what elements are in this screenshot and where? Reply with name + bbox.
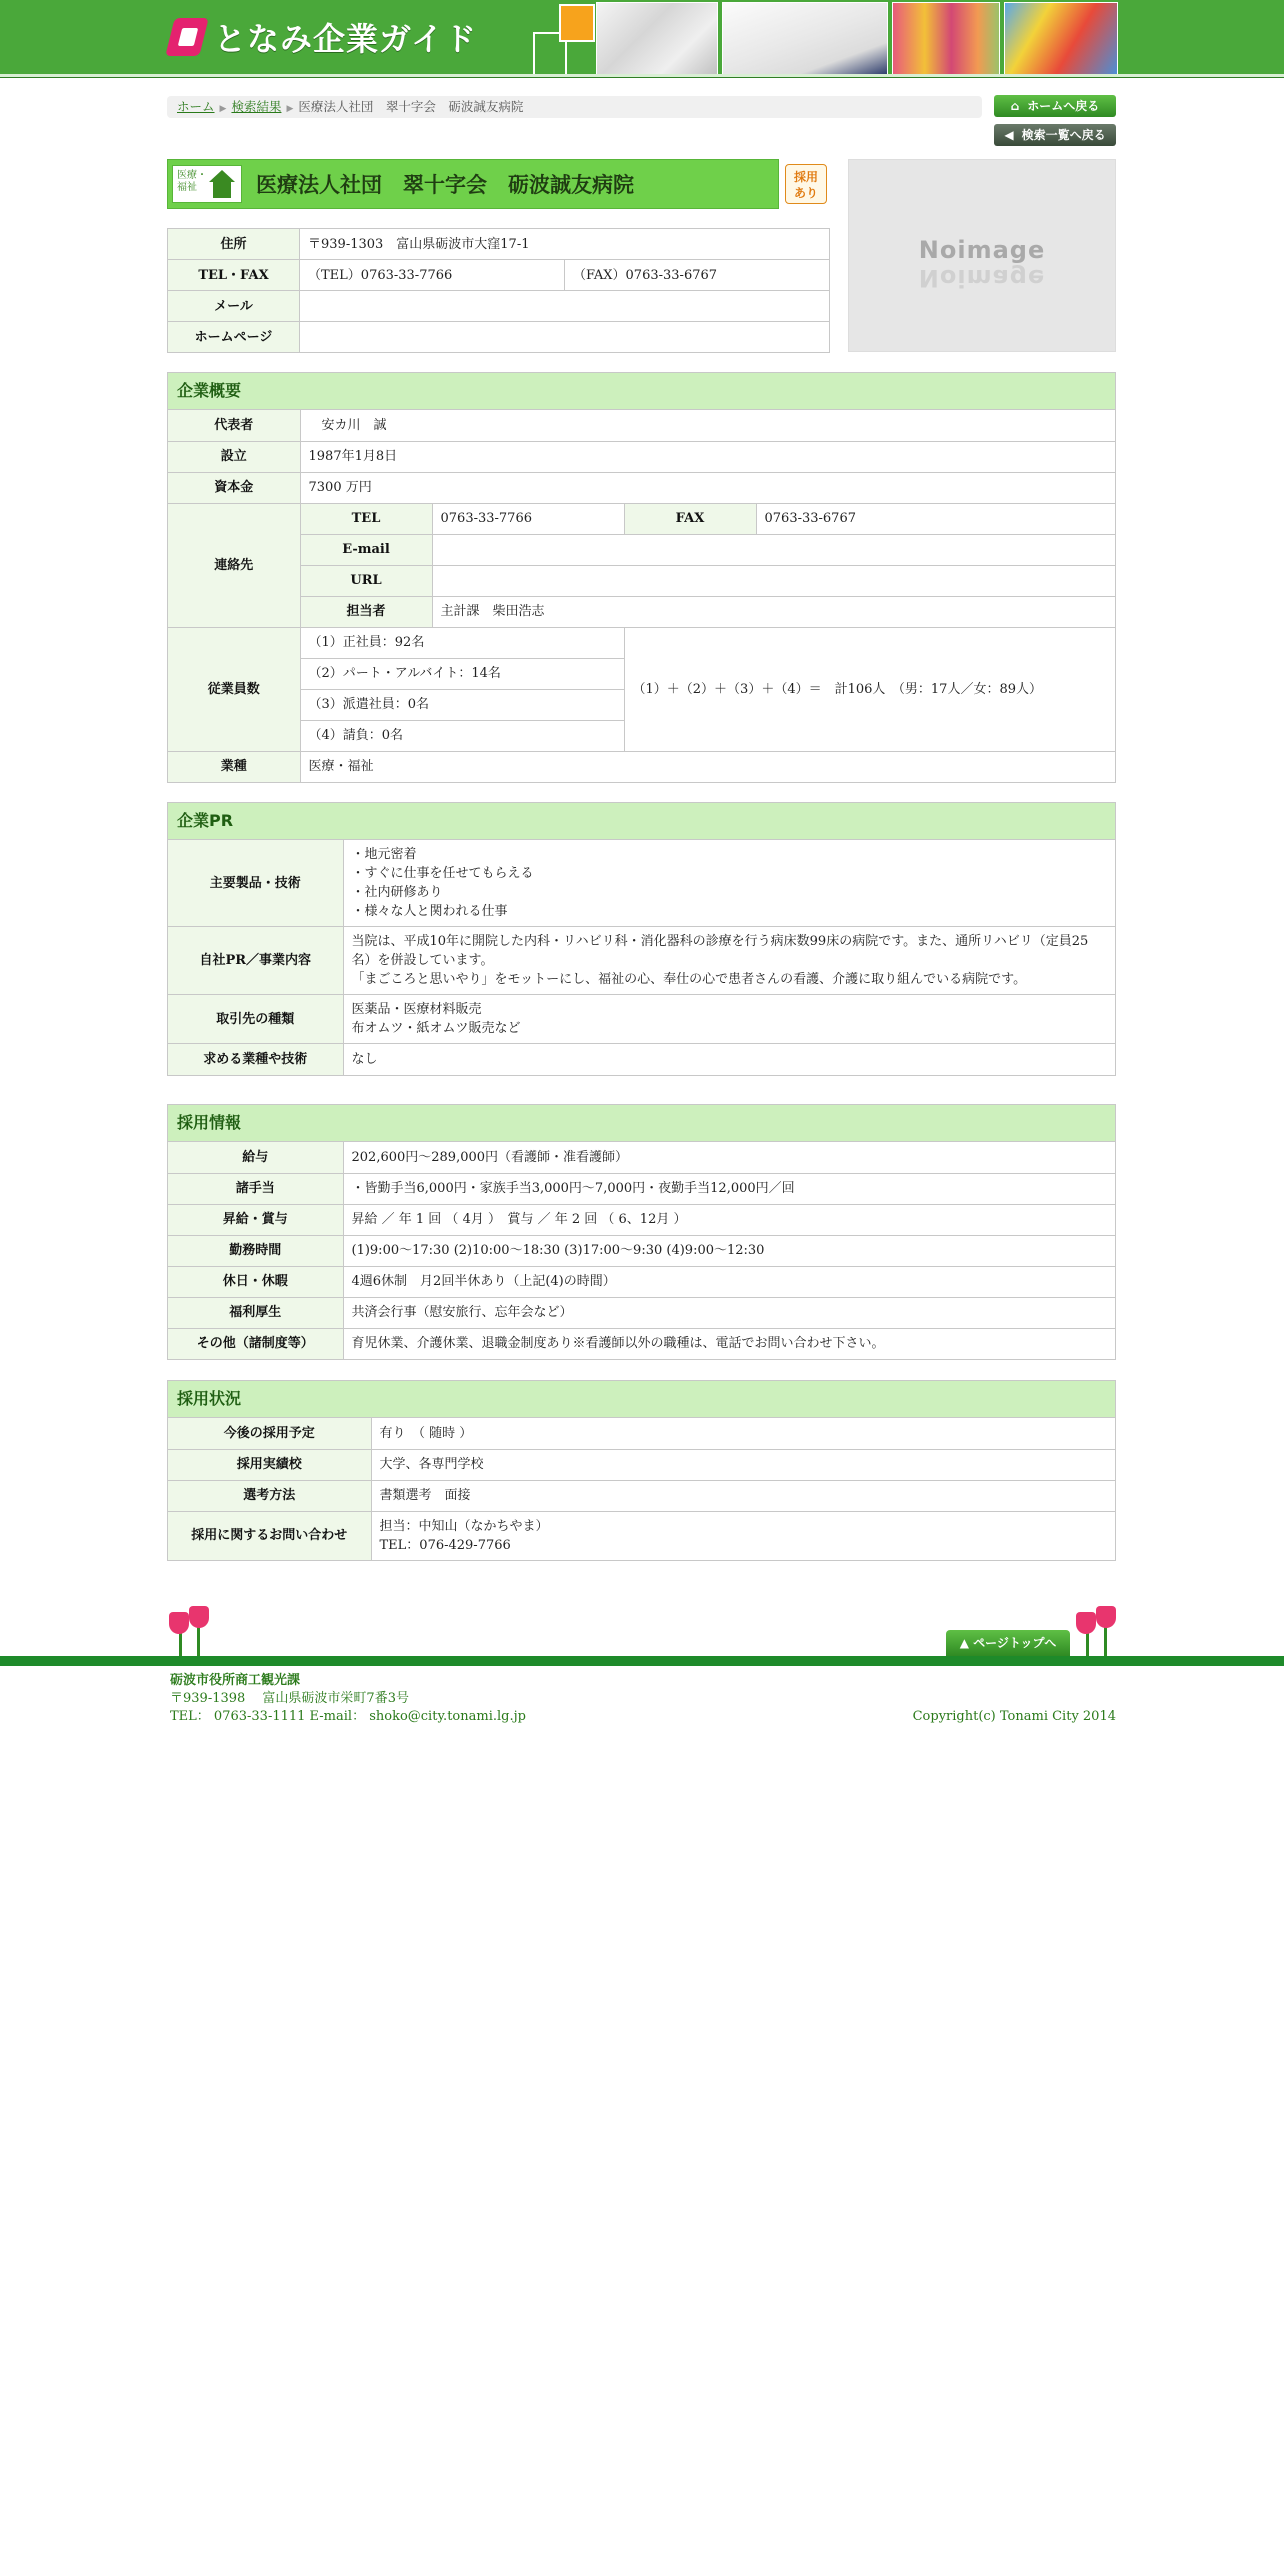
triangle-up-icon: ▲ <box>959 1636 974 1650</box>
keyboard-photo <box>596 2 718 76</box>
overview-section <box>167 372 1116 783</box>
fax-value: （FAX）0763-33-6767 <box>565 260 830 291</box>
basic-info-table <box>167 228 830 353</box>
allowance-value: ・皆勤手当6,000円・家族手当3,000円～7,000円・夜勤手当12,000円／回 <box>343 1173 1115 1204</box>
salary-value: 202,600円～289,000円（看護師・准看護師） <box>343 1142 1115 1173</box>
overview-heading: 企業概要 <box>168 373 1115 410</box>
products-list: ・地元密着 ・すぐに仕事を任せてもらえる ・社内研修あり ・様々な人と関われる仕事 <box>343 840 1115 927</box>
plan-value: 有り （ 随時 ） <box>371 1418 1115 1449</box>
field-label: 従業員数 <box>168 627 300 751</box>
field-label: URL <box>300 565 432 596</box>
tulip-photo <box>892 2 1000 76</box>
raise-value: 昇給 ／ 年 1 回 （ 4月 ） 賞与 ／ 年 2 回 （ 6、12月 ） <box>343 1204 1115 1235</box>
office-photo <box>722 2 888 76</box>
capital-value: 7300 万円 <box>300 472 1115 503</box>
holiday-value: 4週6休制 月2回半休あり（上記(4)の時間） <box>343 1266 1115 1297</box>
field-label: 選考方法 <box>168 1480 371 1511</box>
home-button[interactable]: ⌂ ホームへ戻る <box>994 95 1116 117</box>
status-heading: 採用状況 <box>168 1381 1115 1418</box>
field-label: 主要製品・技術 <box>168 840 343 927</box>
footer-org: 砺波市役所商工観光課 <box>170 1673 301 1688</box>
contact-email <box>432 534 1115 565</box>
status-section <box>167 1380 1116 1561</box>
welfare-value: 共済会行事（慰安旅行、忘年会など） <box>343 1297 1115 1328</box>
other-value: 育児休業、介護休業、退職金制度あり※看護師以外の職種は、電話でお問い合わせ下さい。 <box>343 1328 1115 1359</box>
field-label: ホームページ <box>168 322 300 353</box>
company-image-placeholder: Noimage Noimage <box>848 159 1116 352</box>
field-label: 勤務時間 <box>168 1235 343 1266</box>
tel-value: （TEL）0763-33-7766 <box>300 260 565 291</box>
house-icon <box>209 170 235 198</box>
field-label: メール <box>168 291 300 322</box>
triangle-left-icon: ◀ <box>1004 128 1014 142</box>
field-label: 資本金 <box>168 472 300 503</box>
hours-value: (1)9:00～17:30 (2)10:00～18:30 (3)17:00～9:30 (4)9:00～12:30 <box>343 1235 1115 1266</box>
site-header <box>0 0 1284 78</box>
tulip-icon <box>1074 1606 1120 1658</box>
wanted-value: なし <box>343 1044 1115 1075</box>
footer-bar <box>0 1656 1284 1666</box>
home-icon: ⌂ <box>1010 99 1020 113</box>
footer-address: 〒939-1398 富山県砺波市栄町7番3号 <box>170 1691 409 1706</box>
field-label: 休日・休暇 <box>168 1266 343 1297</box>
pr-heading: 企業PR <box>168 803 1115 840</box>
contact-person: 主計課 柴田浩志 <box>432 596 1115 627</box>
field-label: 求める業種や技術 <box>168 1044 343 1075</box>
recruit-section <box>167 1104 1116 1360</box>
field-label: 連絡先 <box>168 503 300 627</box>
copyright: Copyright(c) Tonami City 2014 <box>912 1709 1116 1724</box>
hiring-badge: 採用 あり <box>785 164 827 204</box>
field-label: 取引先の種類 <box>168 995 343 1044</box>
pr-section <box>167 802 1116 1076</box>
field-label: 担当者 <box>300 596 432 627</box>
page-top-button[interactable]: ▲ ページトップへ <box>946 1630 1070 1656</box>
back-to-list-button[interactable]: ◀ 検索一覧へ戻る <box>994 124 1116 146</box>
field-label: 自社PR／事業内容 <box>168 927 343 995</box>
balloon-photo <box>1004 2 1118 76</box>
recruit-contact: 担当：中知山（なかちやま） TEL：076-429-7766 <box>371 1511 1115 1560</box>
site-logo[interactable] <box>170 14 477 60</box>
breadcrumb-current: 医療法人社団 翠十字会 砺波誠友病院 <box>298 99 524 114</box>
field-label: 代表者 <box>168 410 300 441</box>
tulip-icon <box>167 1606 213 1658</box>
site-footer <box>170 1672 1116 1726</box>
decorative-squares <box>533 2 593 74</box>
field-label: 諸手当 <box>168 1173 343 1204</box>
field-label: 設立 <box>168 441 300 472</box>
contact-tel: 0763-33-7766 <box>432 503 624 534</box>
field-label: 採用に関するお問い合わせ <box>168 1511 371 1560</box>
founded-value: 1987年1月8日 <box>300 441 1115 472</box>
field-label: 業種 <box>168 751 300 782</box>
breadcrumb-arrow-icon: ▶ <box>219 104 227 114</box>
field-label: FAX <box>624 503 756 534</box>
contact-fax: 0763-33-6767 <box>756 503 1115 534</box>
rep-value: 安カ川 誠 <box>300 410 1115 441</box>
field-label: 昇給・賞与 <box>168 1204 343 1235</box>
partners-list: 医薬品・医療材料販売 布オムツ・紙オムツ販売など <box>343 995 1115 1044</box>
recruit-heading: 採用情報 <box>168 1105 1115 1142</box>
schools-value: 大学、各専門学校 <box>371 1449 1115 1480</box>
footer-contact: TEL： 0763-33-1111 E-mail： shoko@city.tonami.lg.jp <box>170 1709 526 1724</box>
field-label: 住所 <box>168 229 300 260</box>
employee-count: （4）請負：0名 <box>300 720 624 751</box>
field-label: その他（諸制度等） <box>168 1328 343 1359</box>
field-label: E-mail <box>300 534 432 565</box>
employee-total: （1）＋（2）＋（3）＋（4）＝ 計106人 （男：17人／女：89人） <box>624 627 1115 751</box>
employee-count: （2）パート・アルバイト：14名 <box>300 658 624 689</box>
field-label: TEL <box>300 503 432 534</box>
industry-value: 医療・福祉 <box>300 751 1115 782</box>
employee-count: （1）正社員：92名 <box>300 627 624 658</box>
employee-count: （3）派遣社員：0名 <box>300 689 624 720</box>
logo-mark-icon <box>165 18 208 56</box>
logo-text: となみ企業ガイド <box>214 20 478 58</box>
field-label: 採用実績校 <box>168 1449 371 1480</box>
mail-value <box>300 291 830 322</box>
method-value: 書類選考 面接 <box>371 1480 1115 1511</box>
company-title-bar <box>167 159 779 209</box>
breadcrumb <box>167 96 982 118</box>
category-icon: 医療・ 福祉 <box>172 165 242 203</box>
field-label: 給与 <box>168 1142 343 1173</box>
field-label: 今後の採用予定 <box>168 1418 371 1449</box>
business-description: 当院は、平成10年に開院した内科・リハビリ科・消化器科の診療を行う病床数99床の病院です。また、通所リハビリ（定員25名）を併設しています。 「まごころと思いやり」をモットーにし、福祉の心、奉仕の心で患者さんの看護、介護に取り組んでいる病院です。 <box>343 927 1115 995</box>
breadcrumb-arrow-icon: ▶ <box>286 104 294 114</box>
address-value: 〒939-1303 富山県砺波市大窪17-1 <box>300 229 830 260</box>
field-label: 福利厚生 <box>168 1297 343 1328</box>
company-name: 医療法人社団 翠十字会 砺波誠友病院 <box>256 173 634 197</box>
contact-url <box>432 565 1115 596</box>
homepage-value <box>300 322 830 353</box>
breadcrumb-search-link[interactable]: 検索結果 <box>231 99 282 114</box>
breadcrumb-home-link[interactable]: ホーム <box>177 99 215 114</box>
field-label: TEL・FAX <box>168 260 300 291</box>
header-photos <box>596 2 1118 74</box>
